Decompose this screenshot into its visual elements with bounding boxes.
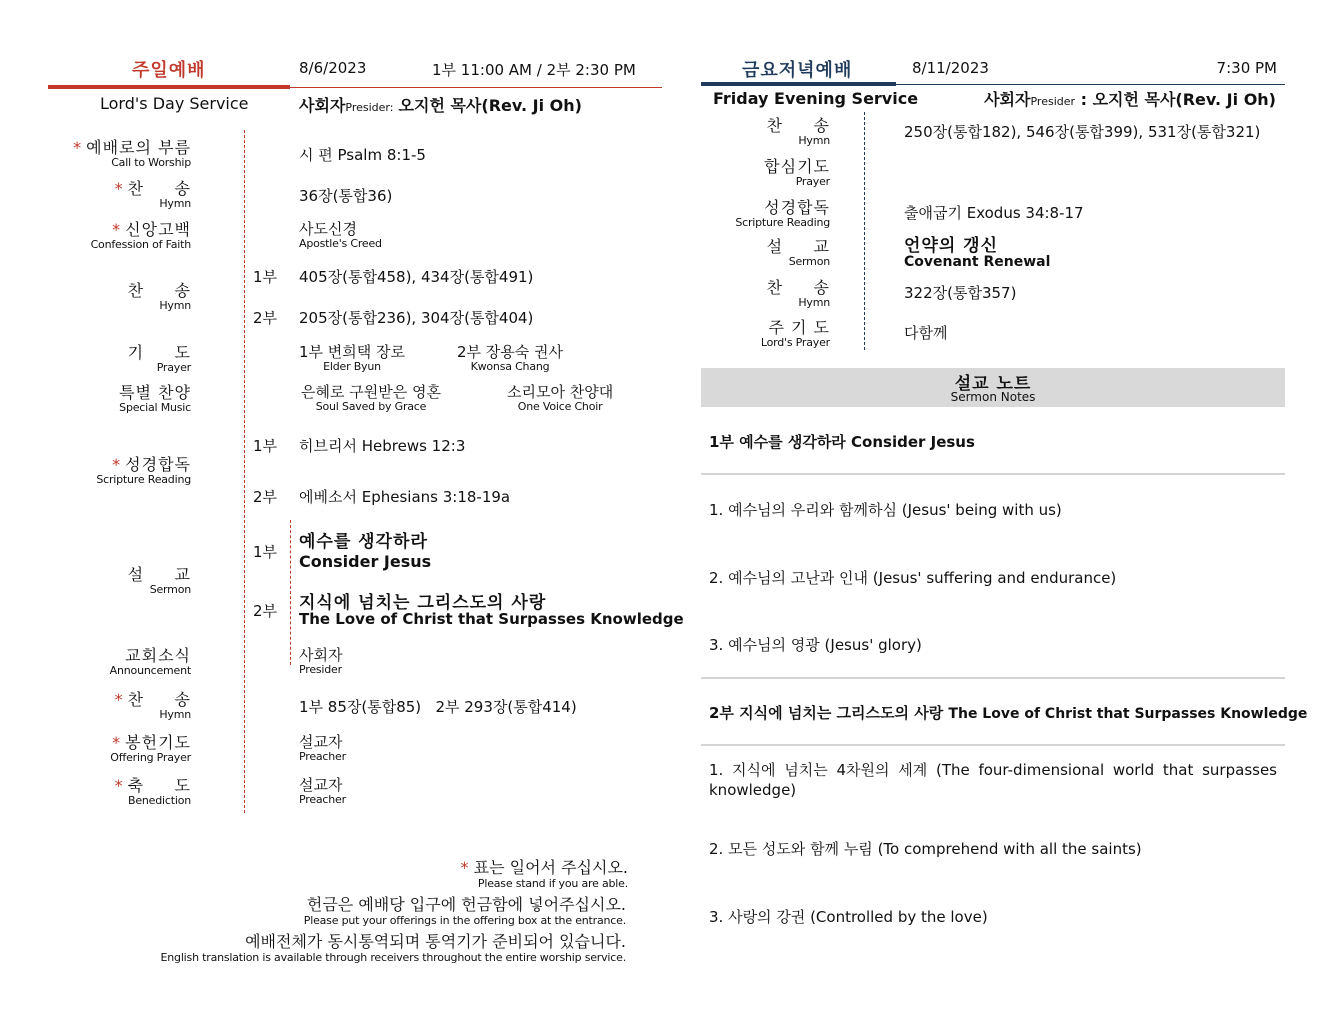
value-prayer-2: 2부 장용숙 권사 Kwonsa Chang (457, 343, 564, 373)
friday-value-hymn-2: 322장(통합357) (904, 284, 1017, 302)
part2-item-1: 1. 지식에 넘치는 4차원의 세계 (The four-dimensional world that surpasses knowledge) (709, 761, 1277, 799)
label-announcement: 교회소식 Announcement (109, 646, 191, 677)
presider-name: 오지헌 목사(Rev. Ji Oh) (398, 96, 582, 115)
sermon-notes-title-ko: 설교 노트 (954, 374, 1032, 394)
value-music-title: 은혜로 구원받은 영혼 Soul Saved by Grace (301, 383, 441, 413)
label-benediction: * 축 도 Benediction (114, 776, 191, 807)
label-scripture: * 성경합독 Scripture Reading (96, 455, 191, 486)
label-special-music: 특별 찬양 Special Music (119, 383, 191, 414)
friday-title-ko: 금요저녁예배 (742, 60, 853, 81)
footnote-offering: 헌금은 예배당 입구에 헌금함에 넣어주십시오. Please put your offerings in the offering box at the entrance. (303, 895, 626, 927)
friday-sermon-title-ko: 언약의 갱신 (904, 236, 999, 256)
value-call-to-worship: 시 편 Psalm 8:1-5 (299, 146, 426, 164)
notes-divider-1 (701, 473, 1285, 475)
label-confession: * 신앙고백 Confession of Faith (90, 220, 191, 251)
value-prayer-1: 1부 변희택 장로 Elder Byun (299, 343, 406, 373)
scripture-part2-label: 2부 (253, 488, 278, 506)
stand-star: * (73, 138, 83, 157)
sunday-date: 8/6/2023 (299, 59, 367, 77)
label-hymn-2: 찬 송 Hymn (127, 281, 191, 312)
sermon-1-title-ko: 예수를 생각하라 (299, 532, 428, 552)
value-hymn-1: 36장(통합36) (299, 187, 393, 205)
friday-value-hymn-1: 250장(통합182), 546장(통합399), 531장(통합321) (904, 123, 1261, 141)
sermon-2-title-ko: 지식에 넘치는 그리스도의 사랑 (299, 593, 547, 613)
sunday-title-en: Lord's Day Service (100, 94, 249, 113)
value-hymn-2-part2: 205장(통합236), 304장(통합404) (299, 309, 534, 327)
friday-value-scripture: 출애굽기 Exodus 34:8-17 (904, 204, 1084, 222)
sunday-title-bar (48, 85, 290, 89)
sermon-part2-label: 2부 (253, 602, 278, 620)
notes-divider-3 (701, 744, 1285, 746)
label-call-to-worship: * 예배로의 부름 Call to Worship (73, 138, 191, 169)
friday-label-scripture: 성경합독 Scripture Reading (735, 198, 830, 229)
footnote-stand: * 표는 일어서 주십시오. Please stand if you are able. (460, 858, 628, 890)
sunday-dashed-divider (244, 130, 245, 813)
presider-label-en: Presider: (345, 101, 394, 114)
sunday-header-rule (290, 87, 662, 88)
value-announcement: 사회자 Presider (299, 646, 343, 676)
sunday-time: 1부 11:00 AM / 2부 2:30 PM (432, 61, 636, 79)
sunday-presider (299, 93, 582, 116)
value-benediction: 설교자 Preacher (299, 776, 346, 806)
part2-heading: 2부 지식에 넘치는 그리스도의 사랑 The Love of Christ that Surpasses Knowledge (709, 704, 1308, 722)
notes-divider-2 (701, 677, 1285, 679)
friday-value-lords-prayer: 다함께 (904, 324, 948, 342)
sunday-title-ko: 주일예배 (132, 60, 206, 81)
friday-header-rule (896, 84, 1285, 85)
friday-date: 8/11/2023 (912, 59, 989, 77)
label-prayer: 기 도 Prayer (127, 343, 191, 374)
sermon-divider (290, 520, 291, 665)
value-hymn-2-part1: 405장(통합458), 434장(통합491) (299, 268, 534, 286)
value-scripture-part2: 에베소서 Ephesians 3:18-19a (299, 488, 511, 506)
value-hymn-3: 1부 85장(통합85) 2부 293장(통합414) (299, 698, 577, 716)
friday-label-prayer: 합심기도 Prayer (764, 157, 830, 188)
sermon-notes-title-en: Sermon Notes (950, 390, 1036, 404)
value-scripture-part1: 히브리서 Hebrews 12:3 (299, 437, 466, 455)
friday-label-hymn-1: 찬 송 Hymn (766, 116, 830, 147)
value-offering-prayer: 설교자 Preacher (299, 733, 346, 763)
part1-heading: 1부 예수를 생각하라 Consider Jesus (709, 433, 975, 451)
presider-label-ko: 사회자 (299, 96, 346, 115)
part2-item-2: 2. 모든 성도와 함께 누림 (To comprehend with all the saints) (709, 840, 1142, 858)
part1-item-2: 2. 예수님의 고난과 인내 (Jesus' suffering and endurance) (709, 569, 1117, 587)
friday-title-bar (701, 82, 896, 86)
value-confession: 사도신경 Apostle's Creed (299, 220, 382, 250)
hymn2-part1-label: 1부 (253, 268, 278, 286)
hymn2-part2-label: 2부 (253, 309, 278, 327)
friday-time: 7:30 PM (1216, 59, 1277, 77)
sermon-part1-label: 1부 (253, 543, 278, 561)
sermon-2-title-en: The Love of Christ that Surpasses Knowledge (299, 610, 684, 628)
friday-label-lords-prayer: 주 기 도 Lord's Prayer (760, 318, 830, 349)
label-hymn-3: * 찬 송 Hymn (114, 690, 191, 721)
friday-label-hymn-2: 찬 송 Hymn (766, 278, 830, 309)
friday-sermon-title-en: Covenant Renewal (904, 254, 1051, 270)
value-music-choir: 소리모아 찬양대 One Voice Choir (507, 383, 614, 413)
part1-item-1: 1. 예수님의 우리와 함께하심 (Jesus' being with us) (709, 501, 1062, 519)
footnote-translation: 예배전체가 동시통역되며 통역기가 준비되어 있습니다. English translation is available through receivers throughout the entire worship service. (160, 932, 626, 964)
label-sermon: 설 교 Sermon (127, 565, 191, 596)
friday-title-en: Friday Evening Service (713, 89, 919, 108)
friday-dashed-divider (864, 112, 865, 350)
friday-label-sermon: 설 교 Sermon (766, 237, 830, 268)
part2-item-3: 3. 사랑의 강권 (Controlled by the love) (709, 908, 988, 926)
scripture-part1-label: 1부 (253, 437, 278, 455)
part1-item-3: 3. 예수님의 영광 (Jesus' glory) (709, 636, 922, 654)
friday-presider: 사회자Presider : 오지헌 목사(Rev. Ji Oh) (984, 90, 1276, 109)
sermon-1-title-en: Consider Jesus (299, 552, 432, 571)
label-offering-prayer: * 봉헌기도 Offering Prayer (110, 733, 191, 764)
label-hymn-1: * 찬 송 Hymn (114, 179, 191, 210)
